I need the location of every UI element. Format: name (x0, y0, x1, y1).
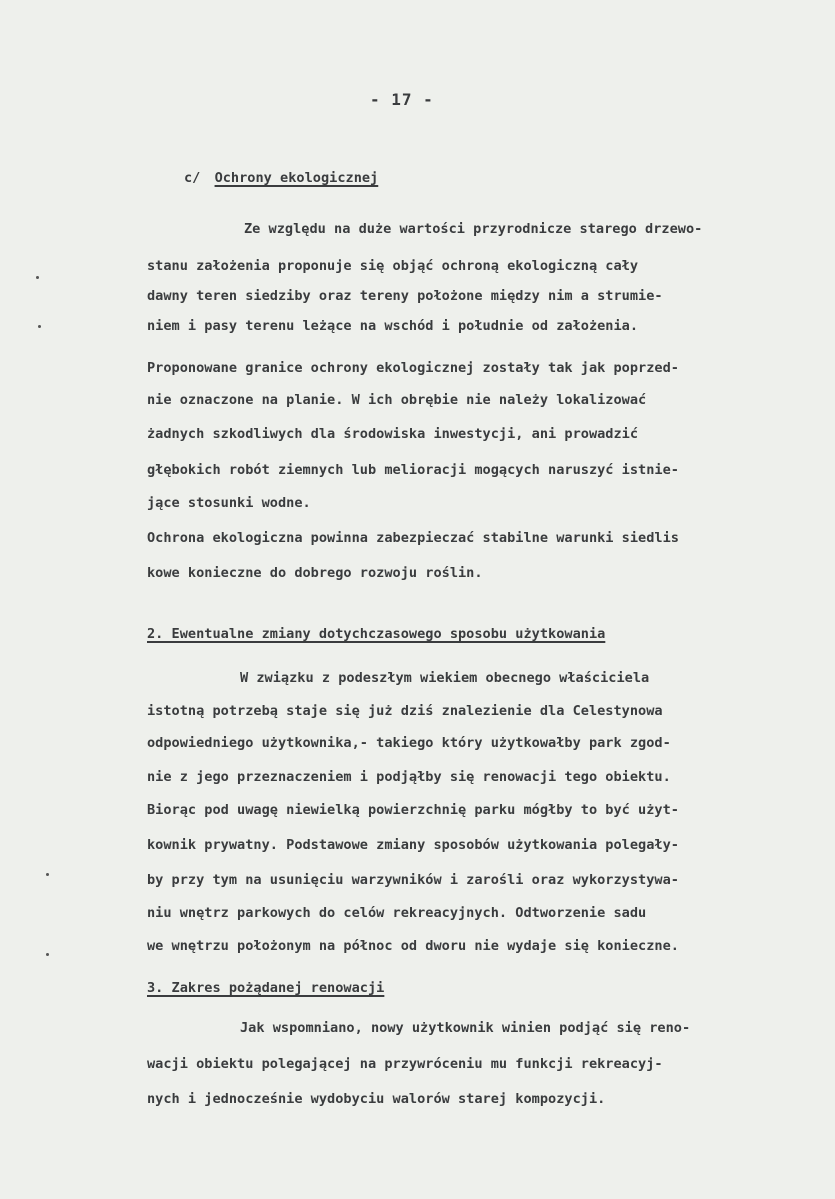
section-2-line: niu wnętrz parkowych do celów rekreacyjnych. Odtworzenie sadu (147, 905, 647, 921)
section-c-line: nie oznaczone na planie. W ich obrębie nie należy lokalizować (147, 392, 647, 408)
section-2-line: nie z jego przeznaczeniem i podjąłby się renowacji tego obiektu. (147, 769, 671, 785)
section-c-line: Ze względu na duże wartości przyrodnicze starego drzewo- (244, 221, 703, 237)
section-2-heading: 2. Ewentualne zmiany dotychczasowego sposobu użytkowania (147, 626, 606, 642)
scan-speck (46, 953, 49, 956)
scan-speck (38, 325, 41, 328)
section-2-line: by przy tym na usunięciu warzywników i zarośli oraz wykorzystywa- (147, 872, 679, 888)
section-2-line: istotną potrzebą staje się już dziś znalezienie dla Celestynowa (147, 703, 663, 719)
section-3-heading: 3. Zakres pożądanej renowacji (147, 980, 385, 996)
section-3-line: nych i jednocześnie wydobyciu walorów starej kompozycji. (147, 1091, 606, 1107)
section-c-prefix: c/ (184, 170, 201, 186)
section-c-line: stanu założenia proponuje się objąć ochroną ekologiczną cały (147, 258, 639, 274)
section-2-line: Biorąc pod uwagę niewielką powierzchnię parku mógłby to być użyt- (147, 802, 679, 818)
section-c-line: niem i pasy terenu leżące na wschód i południe od założenia. (147, 318, 639, 334)
section-c-line: głębokich robót ziemnych lub melioracji mogących naruszyć istnie- (147, 462, 679, 478)
section-c-line: żadnych szkodliwych dla środowiska inwestycji, ani prowadzić (147, 426, 639, 442)
section-c-line: kowe konieczne do dobrego rozwoju roślin. (147, 565, 483, 581)
section-2-line: we wnętrzu położonym na północ od dworu nie wydaje się konieczne. (147, 938, 679, 954)
section-c-line: dawny teren siedziby oraz tereny położone między nim a strumie- (147, 288, 663, 304)
section-c-line: Proponowane granice ochrony ekologicznej zostały tak jak poprzed- (147, 360, 679, 376)
section-2-line: kownik prywatny. Podstawowe zmiany sposobów użytkowania polegały- (147, 837, 679, 853)
section-c-line: Ochrona ekologiczna powinna zabezpieczać stabilne warunki siedlis (147, 530, 679, 546)
scan-speck (46, 873, 49, 876)
section-c-heading (184, 168, 378, 188)
section-c-line: jące stosunki wodne. (147, 495, 311, 511)
page-number: - 17 - (370, 90, 434, 109)
scan-speck (36, 276, 39, 279)
section-2-line: W związku z podeszłym wiekiem obecnego właściciela (240, 670, 650, 686)
section-2-line: odpowiedniego użytkownika,- takiego który użytkowałby park zgod- (147, 735, 671, 751)
section-3-line: wacji obiektu polegającej na przywróceniu mu funkcji rekreacyj- (147, 1056, 663, 1072)
section-3-line: Jak wspomniano, nowy użytkownik winien podjąć się reno- (240, 1020, 691, 1036)
section-c-title: Ochrony ekologicznej (214, 170, 379, 186)
